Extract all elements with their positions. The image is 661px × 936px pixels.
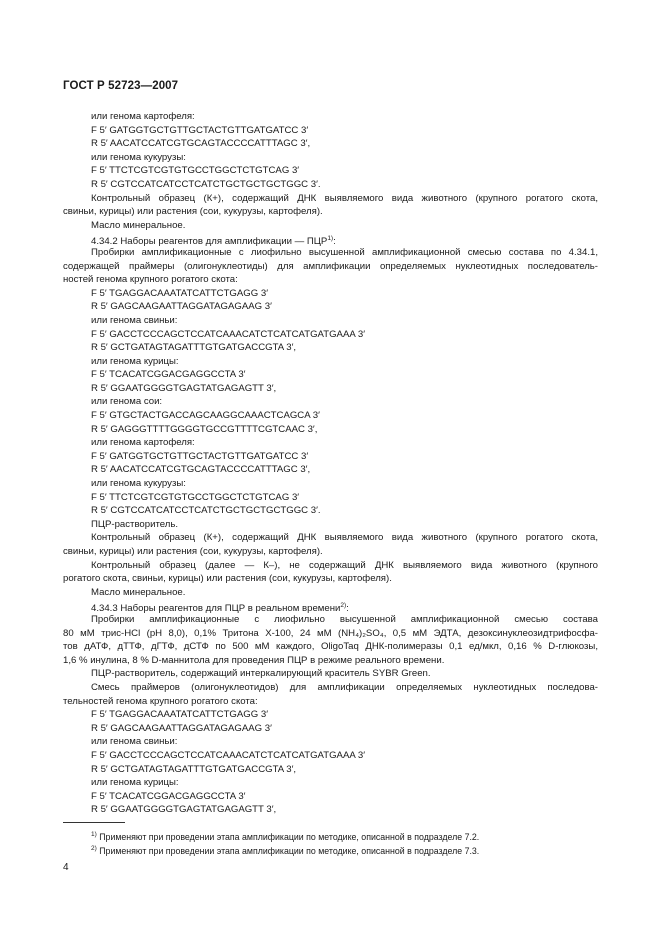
line-text: R 5′ GGAATGGGGTGAGTATGAGAGTT 3′, [91, 382, 277, 394]
text-line [63, 613, 598, 627]
line-text: или генома курицы: [91, 355, 179, 367]
footnote-2 [91, 843, 479, 857]
text-line [63, 450, 598, 464]
line-text: или генома свиньи: [91, 314, 178, 326]
text-line [63, 763, 598, 777]
line-text: тов дАТФ, дТТФ, дГТФ, дСТФ по 500 мМ каждого, OligoTaq ДНК-полимеразы 0,1 ед/мкл, 0,16 % D-глюкозы, [63, 641, 598, 653]
text-line [63, 708, 598, 722]
footnote-divider [63, 822, 125, 823]
text-line [63, 599, 598, 613]
line-text: Масло минеральное. [91, 219, 186, 231]
line-text: F 5′ GATGGTGCTGTTGCTACTGTTGATGATCC 3′ [91, 124, 309, 136]
text-line [63, 246, 598, 260]
text-line [63, 790, 598, 804]
line-text: R 5′ CGTCCATCATCCTCATCTGCTGCTGCTGGC 3′. [91, 505, 321, 517]
line-text: R 5′ GAGGGTTTTGGGGTGCCGTTTTCGTCAAC 3′, [91, 423, 318, 435]
text-line [63, 518, 598, 532]
line-text: ностей генома крупного рогатого скота: [63, 274, 238, 286]
text-line [63, 395, 598, 409]
text-line [63, 749, 598, 763]
text-line [63, 654, 598, 668]
line-text: или генома курицы: [91, 777, 179, 789]
text-line [63, 205, 598, 219]
line-text: Контрольный образец (далее — К–), не содержащий ДНК выявляемого вида животного (крупного [91, 559, 598, 571]
line-text: R 5′ AACATCCATCGTGCAGTACCCCATTTAGC 3′, [91, 464, 311, 476]
footnote-ref: 2) [340, 602, 347, 610]
text-line [63, 545, 598, 559]
line-text: F 5′ GACCTCCCAGCTCCATCAAACATCTCATCATGATGAAA 3′ [91, 328, 366, 340]
line-text: содержащей праймеры (олигонуклеотиды) для амплификации определяемых нуклеотидных последователь- [63, 260, 598, 272]
document-header: ГОСТ Р 52723—2007 [63, 80, 179, 92]
line-text: ПЦР-растворитель. [91, 518, 179, 530]
footnote-text: Применяют при проведении этапа амплификации по методике, описанной в подразделе 7.3. [96, 845, 480, 856]
text-line [63, 695, 598, 709]
text-line [63, 110, 598, 124]
line-text: тельностей генома крупного рогатого скота: [63, 695, 258, 707]
text-line [63, 192, 598, 206]
text-line [63, 667, 598, 681]
text-line [63, 219, 598, 233]
text-line [63, 423, 598, 437]
line-text: Пробирки амплификационные с лиофильно высушенной амплификационной смесью состава [91, 613, 598, 625]
text-line [63, 124, 598, 138]
text-line [63, 328, 598, 342]
footnote-mark: 1) [91, 831, 97, 838]
text-line [63, 504, 598, 518]
text-line [63, 681, 598, 695]
line-text: Контрольный образец (К+), содержащий ДНК выявляемого вида животного (крупного рогатого скота, [91, 192, 598, 204]
text-line [63, 287, 598, 301]
text-line [63, 341, 598, 355]
line-text: 4.34.3 Наборы реагентов для ПЦР в реальном времени [91, 603, 341, 613]
line-tail: : [346, 603, 349, 613]
text-line [63, 463, 598, 477]
line-text: R 5′ GCTGATAGTAGATTTGTGATGACCGTA 3′, [91, 342, 297, 354]
line-text: Масло минеральное. [91, 586, 186, 598]
text-line [63, 260, 598, 274]
footnote-1 [91, 829, 479, 843]
line-text: или генома свиньи: [91, 736, 178, 748]
line-text: R 5′ GCTGATAGTAGATTTGTGATGACCGTA 3′, [91, 763, 297, 775]
text-line [63, 531, 598, 545]
line-text: F 5′ GACCTCCCAGCTCCATCAAACATCTCATCATGATGAAA 3′ [91, 749, 366, 761]
line-text: R 5′ GAGCAAGAATTAGGATAGAGAAG 3′ [91, 722, 272, 734]
text-line [63, 368, 598, 382]
footnote-text: Применяют при проведении этапа амплификации по методике, описанной в подразделе 7.2. [96, 831, 480, 842]
text-line [63, 627, 598, 641]
text-line [63, 273, 598, 287]
line-text: свиньи, курицы) или растения (сои, кукурузы, картофеля). [63, 206, 323, 218]
line-text: Контрольный образец (К+), содержащий ДНК выявляемого вида животного (крупного рогатого скота, [91, 532, 598, 544]
line-tail: : [333, 236, 336, 246]
line-text: 1,6 % инулина, 8 % D-маннитола для проведения ПЦР в режиме реального времени. [63, 654, 445, 666]
footnote-ref: 1) [327, 235, 334, 243]
line-text: F 5′ GATGGTGCTGTTGCTACTGTTGATGATCC 3′ [91, 450, 309, 462]
line-text: Пробирки амплификационные с лиофильно высушенной амплификационной смесью состава по 4.34.1, [91, 246, 598, 258]
document-body [63, 110, 598, 817]
text-line [63, 559, 598, 573]
line-text: R 5′ AACATCCATCGTGCAGTACCCCATTTAGC 3′, [91, 138, 311, 150]
line-text: или генома картофеля: [91, 111, 195, 122]
line-text: F 5′ TGAGGACAAATATCATTCTGAGG 3′ [91, 287, 269, 299]
text-line [63, 137, 598, 151]
text-line [63, 776, 598, 790]
text-line [63, 572, 598, 586]
line-text: F 5′ TTCTCGTCGTGTGCCTGGCTCTGTCAG 3′ [91, 491, 300, 503]
line-text: свиньи, курицы) или растения (сои, кукурузы, картофеля). [63, 546, 323, 557]
line-text: ПЦР-растворитель, содержащий интеркалирующий краситель SYBR Green. [91, 668, 431, 680]
text-line [63, 382, 598, 396]
line-text: рогатого скота, свиньи, курицы) или растения (сои, кукурузы, картофеля). [63, 573, 392, 585]
page-number: 4 [63, 862, 69, 873]
text-line [63, 151, 598, 165]
text-line [63, 409, 598, 423]
text-line [63, 178, 598, 192]
text-line [63, 164, 598, 178]
line-text: R 5′ GAGCAAGAATTAGGATAGAGAAG 3′ [91, 301, 272, 313]
line-text: Смесь праймеров (олигонуклеотидов) для амплификации определяемых нуклеотидных последова- [91, 681, 598, 693]
text-line [63, 586, 598, 600]
line-text: F 5′ TCACATCGGACGAGGCCTA 3′ [91, 790, 246, 802]
text-line [63, 300, 598, 314]
line-text: или генома сои: [91, 396, 163, 408]
text-line [63, 803, 598, 817]
text-line [63, 314, 598, 328]
line-text: R 5′ GGAATGGGGTGAGTATGAGAGTT 3′, [91, 804, 277, 816]
footnote-mark: 2) [91, 845, 97, 852]
text-line [63, 735, 598, 749]
text-line [63, 491, 598, 505]
line-text: F 5′ TTCTCGTCGTGTGCCTGGCTCTGTCAG 3′ [91, 165, 300, 177]
line-text: 80 мМ трис-HCl (pH 8,0), 0,1% Тритона Х-100, 24 мМ (NH₄)₂SO₄, 0,5 мМ ЭДТА, дезоксинуклеозидтрифосфа- [63, 627, 598, 639]
text-line [63, 355, 598, 369]
line-text: R 5′ CGTCCATCATCCTCATCTGCTGCTGCTGGC 3′. [91, 178, 321, 190]
text-line [63, 722, 598, 736]
line-text: F 5′ GTGCTACTGACCAGCAAGGCAAACTCAGCA 3′ [91, 410, 320, 422]
text-line [63, 640, 598, 654]
text-line [63, 477, 598, 491]
line-text: или генома кукурузы: [91, 478, 186, 490]
text-line [63, 436, 598, 450]
line-text: или генома картофеля: [91, 437, 195, 449]
line-text: F 5′ TGAGGACAAATATCATTCTGAGG 3′ [91, 709, 269, 721]
line-text: 4.34.2 Наборы реагентов для амплификации — ПЦР [91, 236, 328, 246]
text-line [63, 232, 598, 246]
line-text: или генома кукурузы: [91, 151, 186, 163]
line-text: F 5′ TCACATCGGACGAGGCCTA 3′ [91, 369, 246, 381]
